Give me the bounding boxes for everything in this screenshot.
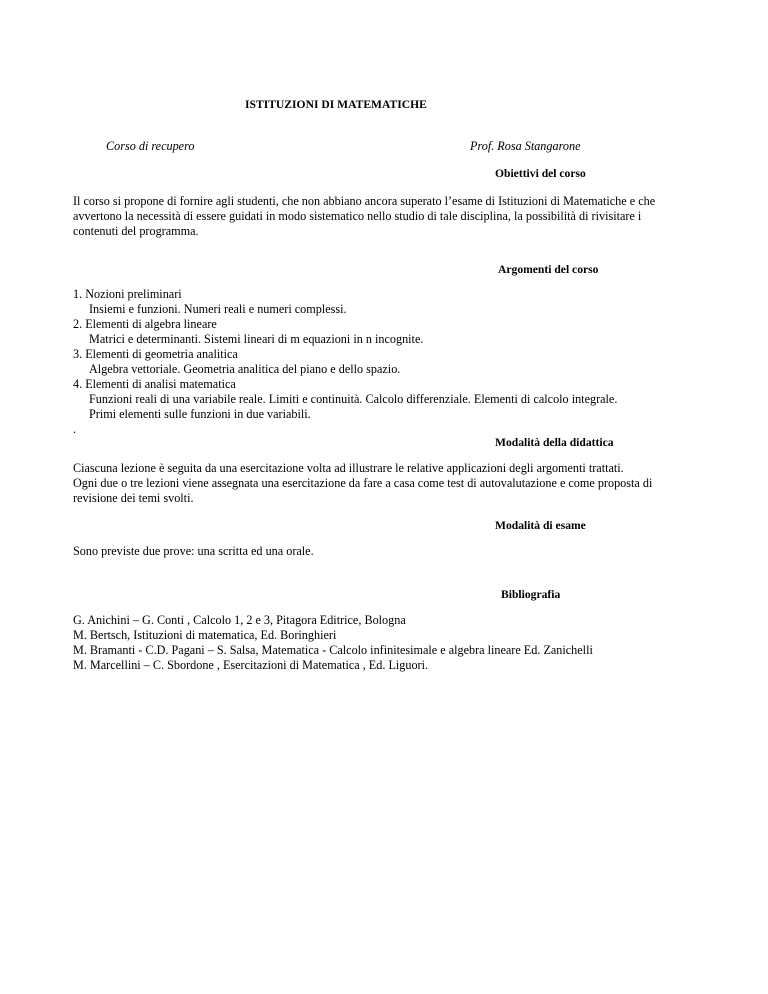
text-line: Il corso si propone di fornire agli studenti, che non abbiano ancora superato l’esame di Istituzioni di Matematiche e che: [73, 194, 656, 208]
list-item-detail: Matrici e determinanti. Sistemi lineari di m equazioni in n incognite.: [89, 332, 424, 346]
list-item: 3. Elementi di geometria analitica: [73, 347, 238, 361]
list-item-detail: Funzioni reali di una variabile reale. Limiti e continuità. Calcolo differenziale. Elementi di calcolo integrale.: [89, 392, 618, 406]
list-item-detail: Insiemi e funzioni. Numeri reali e numeri complessi.: [89, 302, 347, 316]
trailing-dot: .: [73, 422, 77, 436]
bibliography-entry: M. Marcellini – C. Sbordone , Esercitazioni di Matematica , Ed. Liguori.: [73, 658, 429, 672]
text-line: Ogni due o tre lezioni viene assegnata una esercitazione da fare a casa come test di autovalutazione e come proposta di: [73, 476, 653, 490]
list-item: 2. Elementi di algebra lineare: [73, 317, 217, 331]
heading-bibliografia: Bibliografia: [501, 588, 561, 601]
paragraph-esame: [73, 544, 695, 559]
list-item: 1. Nozioni preliminari: [73, 287, 182, 301]
paragraph-didattica: [73, 461, 695, 506]
text-line: revisione dei temi svolti.: [73, 491, 194, 505]
text-line: Sono previste due prove: una scritta ed una orale.: [73, 544, 314, 558]
bibliography-entry: M. Bramanti - C.D. Pagani – S. Salsa, Matematica - Calcolo infinitesimale e algebra lineare Ed. Zanichelli: [73, 643, 593, 657]
course-type: Corso di recupero: [106, 139, 195, 153]
heading-didattica: Modalità della didattica: [495, 436, 614, 449]
bibliography-entry: G. Anichini – G. Conti , Calcolo 1, 2 e 3, Pitagora Editrice, Bologna: [73, 613, 406, 627]
list-item-detail: Algebra vettoriale. Geometria analitica del piano e dello spazio.: [89, 362, 401, 376]
document-title: ISTITUZIONI DI MATEMATICHE: [245, 98, 427, 111]
text-line: contenuti del programma.: [73, 224, 199, 238]
professor-name: Prof. Rosa Stangarone: [470, 139, 581, 153]
text-line: avvertono la necessità di essere guidati in modo sistematico nello studio di tale disciplina, la possibilità di rivisitare i: [73, 209, 642, 223]
list-item-detail: Primi elementi sulle funzioni in due variabili.: [89, 407, 311, 421]
bibliography-entry: M. Bertsch, Istituzioni di matematica, Ed. Boringhieri: [73, 628, 337, 642]
text-line: Ciascuna lezione è seguita da una esercitazione volta ad illustrare le relative applicazioni degli argomenti trattati.: [73, 461, 624, 475]
bibliography-list: [73, 613, 695, 673]
list-item: 4. Elementi di analisi matematica: [73, 377, 236, 391]
heading-argomenti: Argomenti del corso: [498, 263, 599, 276]
heading-esame: Modalità di esame: [495, 519, 586, 532]
topics-list: [73, 287, 695, 437]
paragraph-obiettivi: [73, 194, 695, 239]
heading-obiettivi: Obiettivi del corso: [495, 167, 586, 180]
